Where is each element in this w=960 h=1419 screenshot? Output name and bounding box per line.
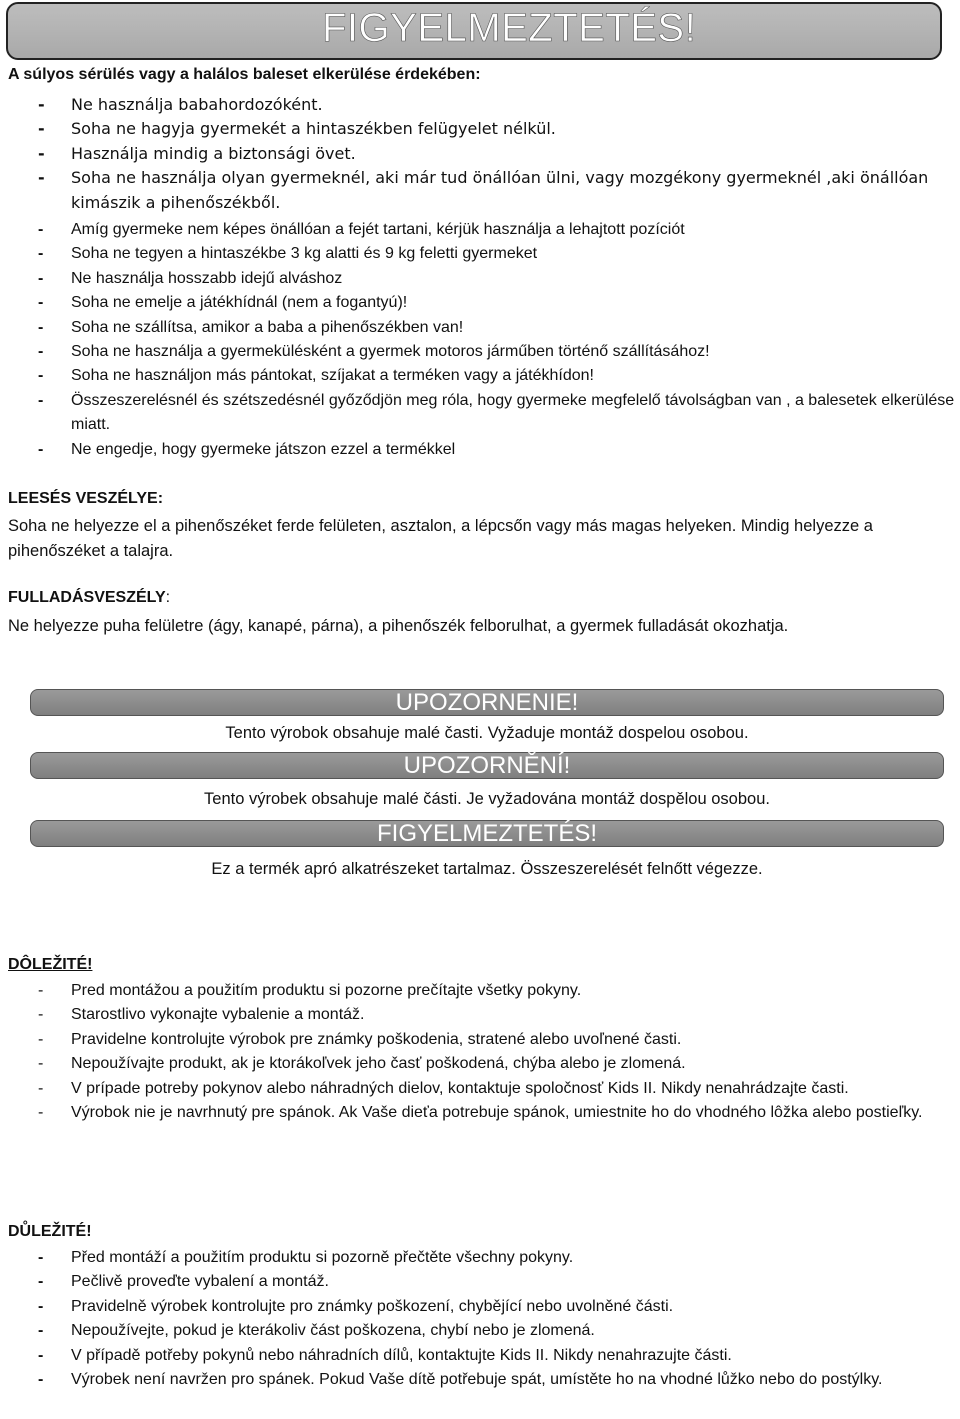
suffocation-heading: FULLADÁSVESZÉLY:	[8, 589, 171, 606]
list-item: - Nepoužívajte produkt, ak je ktorákoľvek jeho časť poškodená, chýba alebo je zlomená.	[38, 1055, 686, 1073]
list-item: - Összeszerelésnél és szétszedésnél győződjön meg róla, hogy gyermeke megfelelő távolságban van , a balesetek elkerülése miatt.	[38, 391, 955, 434]
list-item: - Soha ne használjon más pántokat, szíjakat a terméken vagy a játékhídon!	[38, 367, 594, 385]
list-item: - Soha ne használja olyan gyermeknél, aki már tud önállóan ülni, vagy mozgékony gyermeknél ,aki önállóan kimászik a pihenőszékből.	[38, 168, 929, 212]
list-item: - Soha ne használja a gyermekülésként a gyermek motoros járműben történő szállításához!	[38, 343, 710, 361]
list-item: - Ne használja hosszabb idejű alváshoz	[38, 269, 343, 287]
list-item: - Használja mindig a biztonsági övet.	[38, 143, 356, 163]
warning-text-cz: Tento výrobek obsahuje malé části. Je vyžadována montáž dospělou osobou.	[204, 790, 770, 808]
list-item: - Pravidelne kontrolujte výrobok pre známky poškodenia, stratené alebo uvoľnené časti.	[38, 1030, 682, 1048]
hu-intro: A súlyos sérülés vagy a halálos baleset elkerülése érdekében:	[8, 66, 481, 83]
sk-title: DÔLEŽITÉ!	[8, 956, 93, 973]
list-item: - Nepoužívejte, pokud je kterákoliv část poškozena, chybí nebo je zlomená.	[38, 1322, 595, 1340]
fall-hazard-text: Soha ne helyezze el a pihenőszéket ferde felületen, asztalon, a lépcsőn vagy más magas helyeken. Mindig helyezze a pihenőszéket a talajra.	[8, 517, 873, 560]
hu-warning-list-2	[8, 218, 958, 462]
list-item: - Soha ne emelje a játékhídnál (nem a fogantyú)!	[38, 294, 408, 312]
list-item: - Soha ne szállítsa, amikor a baba a pihenőszékben van!	[38, 318, 464, 336]
list-item: - Soha ne tegyen a hintaszékbe 3 kg alatti és 9 kg feletti gyermeket	[38, 245, 538, 263]
warning-title-cz: UPOZORNĚNÍ!	[403, 752, 571, 779]
cz-title: DŮLEŽITÉ!	[8, 1223, 92, 1240]
list-item: - Soha ne hagyja gyermekét a hintaszékben felügyelet nélkül.	[38, 119, 556, 139]
list-item: - Pečlivě proveďte vybalení a montáž.	[38, 1273, 329, 1291]
list-item: - V případě potřeby pokynů nebo náhradních dílů, kontaktujte Kids II. Nikdy nenahrazujte části.	[38, 1346, 732, 1364]
list-item: - Před montáží a použitím produktu si pozorně přečtěte všechny pokyny.	[38, 1249, 574, 1266]
suffocation-text: Ne helyezze puha felületre (ágy, kanapé, párna), a pihenőszék felborulhat, a gyermek fulladását okozhatja.	[8, 617, 789, 635]
warning-text-sk: Tento výrobok obsahuje malé časti. Vyžaduje montáž dospelou osobou.	[225, 724, 749, 742]
list-item: - Amíg gyermeke nem képes önállóan a fejét tartani, kérjük használja a lehajtott pozíciót	[38, 221, 685, 238]
list-item: - Výrobok nie je navrhnutý pre spánok. Ak Vaše dieťa potrebuje spánok, umiestnite ho do vhodného lôžka alebo postieľky.	[38, 1104, 923, 1122]
warning-title-hu: FIGYELMEZTETÉS!	[376, 820, 598, 847]
list-item: - Starostlivo vykonajte vybalenie a montáž.	[38, 1006, 365, 1024]
list-item: - Ne engedje, hogy gyermeke játszon ezzel a termékkel	[38, 440, 456, 458]
warning-text-hu: Ez a termék apró alkatrészeket tartalmaz. Összeszerelését felnőtt végezze.	[211, 860, 763, 878]
list-item: - V prípade potreby pokynov alebo náhradných dielov, kontaktuje spoločnosť Kids II. Nikdy nenahrádzajte časti.	[38, 1079, 849, 1097]
list-item: - Pred montážou a použitím produktu si pozorne prečítajte všetky pokyny.	[38, 982, 582, 999]
hu-warning-list	[8, 93, 958, 215]
list-item: - Výrobek není navržen pro spánek. Pokud Vaše dítě potřebuje spát, umístěte ho na vhodné lůžko nebo do postýlky.	[38, 1371, 883, 1389]
list-item: - Ne használja babahordozóként.	[38, 95, 323, 114]
sk-instruction-list	[8, 979, 948, 1125]
fall-hazard-title: LEESÉS VESZÉLYE:	[8, 490, 164, 507]
cz-instruction-list	[8, 1246, 948, 1392]
banner-title: FIGYELMEZTETÉS!	[322, 6, 697, 50]
list-item: - Pravidelně výrobek kontrolujte pro známky poškození, chybějící nebo uvolněné části.	[38, 1297, 674, 1315]
warning-title-sk: UPOZORNENIE!	[395, 689, 579, 716]
